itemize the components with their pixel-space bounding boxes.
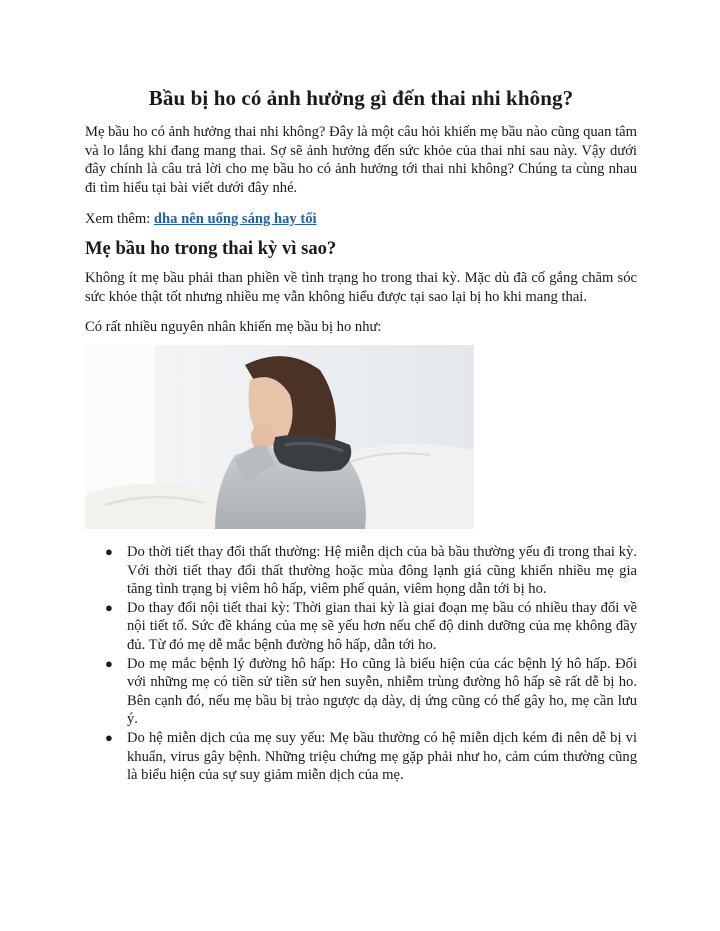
list-item: [105, 599, 637, 655]
list-item: [105, 729, 637, 785]
coughing-woman-photo: [85, 345, 474, 529]
intro-paragraph: Mẹ bầu ho có ảnh hưởng thai nhi không? Đây là một câu hỏi khiến mẹ bầu nào cũng quan tâm và lo lắng khi đang mang thai. Sợ sẽ ảnh hưởng đến sức khỏe của thai nhi sau này. Vậy dưới đây chính là câu trả lời cho mẹ bầu ho có ảnh hưởng tới thai nhi không? Chúng ta cùng nhau đi tìm hiểu tại bài viết dưới đây nhé.: [85, 124, 637, 196]
see-also-label: Xem thêm:: [85, 211, 151, 227]
bullet-icon: ●: [105, 599, 113, 615]
cause-text: Do thay đổi nội tiết thai kỳ: Thời gian thai kỳ là giai đoạn mẹ bầu có nhiều thay đổi về nội tiết tố. Sức đề kháng của mẹ sẽ yếu hơn nếu chế độ dinh dưỡng của mẹ không đầy đủ. Từ đó mẹ dễ mắc bệnh đường hô hấp, dẫn tới ho.: [127, 599, 637, 653]
see-also-link[interactable]: dha nên uống sáng hay tối: [153, 211, 317, 227]
section-paragraph: Không ít mẹ bầu phải than phiền về tình trạng ho trong thai kỳ. Mặc dù đã cố gắng chăm sóc sức khỏe thật tốt nhưng nhiều mẹ vẫn không hiểu được tại sao lại bị ho khi mang thai.: [85, 270, 637, 305]
cause-text: Do thời tiết thay đổi thất thường: Hệ miễn dịch của bà bầu thường yếu đi trong thai kỳ. Với thời tiết thay đổi thất thường hoặc mùa đông lạnh giá cũng khiến nhiều mẹ gia tăng tình trạng bị viêm hô hấp, viêm phế quản, viêm họng dẫn tới bị ho.: [127, 544, 637, 598]
section-heading: Mẹ bầu ho trong thai kỳ vì sao?: [85, 238, 337, 259]
list-item: [105, 543, 637, 599]
article-title: Bầu bị ho có ảnh hưởng gì đến thai nhi không?: [148, 86, 574, 110]
bullet-icon: ●: [105, 544, 113, 559]
cause-text: Do mẹ mắc bệnh lý đường hô hấp: Ho cũng là biểu hiện của các bệnh lý hô hấp. Đối với những mẹ có tiền sử tiền sử hen suyễn, nhiễm trùng đường hô hấp sẽ rất dễ bị ho. Bên cạnh đó, nếu mẹ bầu bị trào ngược dạ dày, dị ứng cũng có thể gây ho, mẹ cần lưu ý.: [127, 655, 637, 728]
causes-list: [85, 543, 637, 785]
cause-text: Do hệ miễn dịch của mẹ suy yếu: Mẹ bầu thường có hệ miễn dịch kém đi nên dễ bị vi khuẩn, virus gây bệnh. Những triệu chứng mẹ gặp phải như ho, cảm cúm thường cũng là biểu hiện của sự suy giảm miễn dịch của mẹ.: [127, 729, 637, 784]
list-item: [105, 655, 637, 729]
see-also-line: [85, 210, 637, 229]
causes-intro: Có rất nhiều nguyên nhân khiến mẹ bầu bị ho như:: [85, 319, 382, 335]
bullet-icon: ●: [105, 729, 113, 745]
bullet-icon: ●: [105, 655, 113, 671]
